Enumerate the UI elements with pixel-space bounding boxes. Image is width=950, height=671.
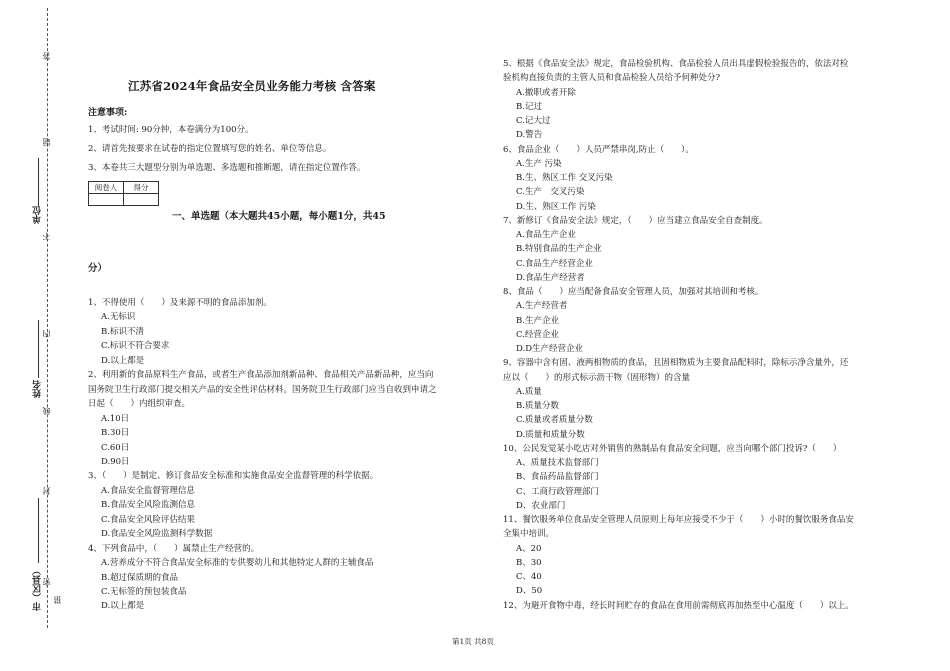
binding-char-mi: 密 xyxy=(42,578,51,586)
answer-option[interactable]: C.无标签的预包装食品 xyxy=(101,587,187,597)
answer-option[interactable]: B.标识不清 xyxy=(101,326,144,337)
answer-option[interactable]: C.质量或者质量分数 xyxy=(516,415,593,426)
binding-dashed-line xyxy=(47,8,48,628)
answer-option[interactable]: D.警告 xyxy=(516,130,543,141)
question-text: 7、新修订《食品安全法》规定，（ ）应当建立食品安全自查制度。 xyxy=(503,215,768,226)
answer-option[interactable]: B.记过 xyxy=(516,101,542,112)
answer-option[interactable]: B.质量分数 xyxy=(516,401,559,411)
answer-option[interactable]: B.超过保质期的食品 xyxy=(101,572,178,583)
unit-fill-line xyxy=(38,158,39,206)
score-header: 得分 xyxy=(124,182,159,194)
notice-heading: 注意事项: xyxy=(88,108,128,118)
answer-option[interactable]: D、50 xyxy=(516,586,543,597)
binding-char-ding: 猎 xyxy=(53,596,62,604)
notice-item: 3、本卷共三大题型分别为单选题、多选题和推断题，请在指定位置作答。 xyxy=(88,163,366,173)
answer-option[interactable]: C.食品生产经营企业 xyxy=(516,258,593,269)
notice-item: 2、请首先按要求在试卷的指定位置填写您的姓名、单位等信息。 xyxy=(88,144,332,154)
answer-option[interactable]: D.D生产经营企业 xyxy=(516,344,584,354)
score-box xyxy=(88,181,159,206)
answer-option[interactable]: A、20 xyxy=(516,543,542,554)
question-text: 11、餐饮服务单位食品安全管理人员原则上每年应接受不少于（ ）小时的餐饮服务食品安 xyxy=(503,515,854,525)
section1-heading-cont: 分） xyxy=(88,263,108,274)
question-text: 2、利用新的食品原料生产食品，或者生产食品添加剂新品种、食品相关产品新品种，应当向 xyxy=(88,370,434,381)
question-text: 12、为避开食物中毒，经长时间贮存的食品在食用前需彻底再加热至中心温度（ ）以上。 xyxy=(503,600,854,611)
question-text: 5、根据《食品安全法》规定，食品检验机构、食品检验人员出具虚假检验报告的，依法对检 xyxy=(503,59,849,69)
answer-option[interactable]: A.营养成分不符合食品安全标准的专供婴幼儿和其他特定人群的主辅食品 xyxy=(101,558,374,569)
name-label: 姓名 xyxy=(33,380,43,398)
answer-option[interactable]: B.特别食品的生产企业 xyxy=(516,244,602,255)
answer-option[interactable]: C.记大过 xyxy=(516,116,551,126)
answer-option[interactable]: B.食品安全风险监测信息 xyxy=(101,500,195,511)
answer-option[interactable]: C.食品安全风险评估结果 xyxy=(101,514,195,525)
answer-option[interactable]: A.食品安全监督管理信息 xyxy=(101,485,195,496)
answer-option[interactable]: A.无标识 xyxy=(101,312,136,323)
answer-option[interactable]: D.以上都是 xyxy=(101,355,145,366)
page-footer: 第1页 共8页 xyxy=(452,637,494,646)
answer-option[interactable]: D.食品安全风险监测科学数据 xyxy=(101,529,213,540)
answer-option[interactable]: C.60日 xyxy=(101,442,130,453)
answer-option[interactable]: A.质量 xyxy=(516,386,542,397)
answer-option[interactable]: A、质量技术监督部门 xyxy=(516,458,599,468)
answer-option[interactable]: D.90日 xyxy=(101,456,130,467)
question-text: 8、食品（ ）应当配备食品安全管理人员，加强对其培训和考核。 xyxy=(503,287,764,297)
binding-char-nei: 内 xyxy=(42,330,51,338)
answer-option[interactable]: A.食品生产企业 xyxy=(516,230,576,240)
binding-char-xian: 线 xyxy=(42,407,51,415)
reviewer-header: 阅卷人 xyxy=(89,182,124,194)
question-text-cont: 应以（ ）的形式标示沥干物（固形物）的含量 xyxy=(503,372,691,383)
question-text: 1、不得使用（ ）及来源不明的食品添加剂。 xyxy=(88,298,272,308)
answer-option[interactable]: B、食品药品监督部门 xyxy=(516,472,599,483)
section1-heading: 一、单选题（本大题共45小题，每小题1分，共45 xyxy=(172,211,386,222)
answer-option[interactable]: A.生产经营者 xyxy=(516,301,568,312)
answer-option[interactable]: D.生、熟区工作 污染 xyxy=(516,201,596,212)
score-cell[interactable] xyxy=(124,194,159,206)
region-label: 市（区县） xyxy=(33,566,43,611)
exam-title: 江苏省2024年食品安全员业务能力考核 含答案 xyxy=(128,79,376,93)
question-text-cont: 全集中培训。 xyxy=(503,529,555,540)
question-text-cont: 验机构直接负责的主管人员和食品检验人员给予何种处分? xyxy=(503,73,721,84)
answer-option[interactable]: D、农业部门 xyxy=(516,500,566,511)
binding-char-ti: 题 xyxy=(42,138,51,146)
answer-option[interactable]: A.10日 xyxy=(101,413,130,424)
region-fill-line xyxy=(38,498,39,563)
answer-option[interactable]: C.生产 交叉污染 xyxy=(516,187,585,198)
question-text: 6、食品企业（ ）人员严禁串岗,防止（ ）。 xyxy=(503,144,694,155)
answer-option[interactable]: B.生产企业 xyxy=(516,315,559,326)
answer-option[interactable]: B、30 xyxy=(516,557,542,568)
reviewer-cell[interactable] xyxy=(89,194,124,206)
question-text: 9、容器中含有固、液两相物质的食品，且固相物质为主要食品配料时，除标示净含量外，还 xyxy=(503,358,849,369)
question-text: 10、公民发觉某小吃店对外销售的熟制品有食品安全问题，应当向哪个部门投诉?（ ） xyxy=(503,443,842,454)
binding-char-feng: 封 xyxy=(42,487,51,495)
answer-option[interactable]: D.食品生产经营者 xyxy=(516,272,585,283)
answer-option[interactable]: B.生、熟区工作 交叉污染 xyxy=(516,173,613,183)
name-fill-line xyxy=(38,320,39,378)
question-text-cont: 国务院卫生行政部门提交相关产品的安全性评估材料。国务院卫生行政部门应当自收到申请之 xyxy=(88,384,437,395)
binding-char-bu: 不 xyxy=(42,232,51,240)
notice-item: 1、考试时间: 90分钟，本卷满分为100分。 xyxy=(88,125,254,135)
question-text-cont: 日起（ ）内组织审查。 xyxy=(88,399,191,410)
answer-option[interactable]: B.30日 xyxy=(101,428,130,439)
answer-option[interactable]: D.质量和质量分数 xyxy=(516,429,585,440)
unit-label: 单位 xyxy=(33,206,43,224)
binding-char-da: 答 xyxy=(42,52,51,60)
answer-option[interactable]: A.生产 污染 xyxy=(516,158,562,169)
answer-option[interactable]: C、工商行政管理部门 xyxy=(516,486,600,497)
answer-option[interactable]: C.经营企业 xyxy=(516,329,559,340)
answer-option[interactable]: D.以上都是 xyxy=(101,601,145,612)
answer-option[interactable]: C.标识不符合要求 xyxy=(101,341,170,352)
answer-option[interactable]: C、40 xyxy=(516,572,542,582)
question-text: 3、（ ）是制定、修订食品安全标准和实施食品安全监督管理的科学依据。 xyxy=(88,471,379,482)
answer-option[interactable]: A.撤职或者开除 xyxy=(516,87,576,98)
question-text: 4、下列食品中，（ ）属禁止生产经营的。 xyxy=(88,543,260,554)
